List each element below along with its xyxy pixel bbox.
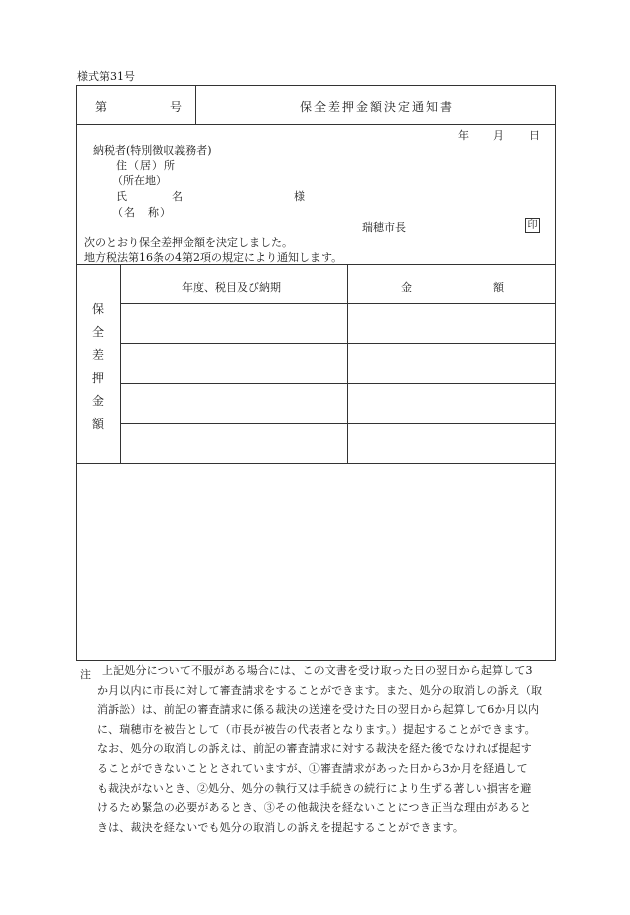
name-label-part2: 名 [172,190,183,203]
taxpayer-label: 納税者(特別徴収義務者) [93,144,212,157]
side-label-char: 押 [92,371,105,385]
blank-area [77,464,555,660]
form-number: 様式第31号 [77,70,135,83]
table-side-divider [120,264,121,464]
notice-mark: 注 [80,668,91,681]
document-number-suffix: 号 [170,100,183,114]
column-header-amount-part2: 額 [493,281,504,294]
name-label-part1: 氏 [116,190,127,203]
table-row-line [120,343,556,344]
statement-line-1: 次のとおり保全差押金額を決定しました。 [84,236,293,249]
notice-line: ることができないこととされていますが、①審査請求があった日から3か月を経過して [97,761,528,775]
date-day-label: 日 [529,129,540,142]
notice-line: けるため緊急の必要があるとき、③その他裁決を経ないことにつき正当な理由があると [97,801,532,815]
column-header-amount-part1: 金 [401,281,412,294]
notice-line: に、瑞穂市を被告として（市長が被告の代表者となります。）提起することができます。 [97,722,536,736]
notice-line: 消訴訟）は、前記の審査請求に係る裁決の送達を受けた日の翌日から起算して6か月以内 [97,703,539,717]
table-row-line [120,423,556,424]
statement-line-2: 地方税法第16条の4第2項の規定により通知します。 [84,251,343,264]
date-year-label: 年 [458,129,469,142]
side-label-char: 全 [92,325,105,339]
table-top-border [76,264,556,265]
column-header-period: 年度、税目及び納期 [182,281,281,294]
notice-line: 上記処分について不服がある場合には、この文書を受け取った日の翌日から起算して3 [102,664,533,677]
notice-body [97,661,552,837]
address-alt-label: （所在地） [112,174,167,187]
table-row-line [120,383,556,384]
side-label-char: 金 [92,394,105,408]
table-column-divider [347,264,348,464]
issuer-mayor: 瑞穂市長 [362,221,406,234]
header-divider [195,85,196,125]
notice-line: も裁決がないとき、②処分、処分の執行又は手続きの続行により生ずる著しい損害を避 [97,781,532,795]
notice-line: か月以内に市長に対して審査請求をすることができます。また、処分の取消しの訴え（取 [97,683,543,697]
name-alt-label: （名 称） [112,206,172,219]
notice-line: なお、処分の取消しの訴えは、前記の審査請求に対する裁決を経た後でなければ提起す [97,742,532,756]
address-label: 住（居）所 [116,159,176,172]
honorific: 様 [294,190,305,203]
seal-mark: 印 [525,218,540,233]
side-label-char: 保 [92,302,105,316]
table-row-line [120,303,556,304]
side-label-char: 差 [92,348,105,362]
document-number-prefix: 第 [95,100,108,114]
side-label-char: 額 [92,417,105,431]
notice-line: きは、裁決を経ないでも処分の取消しの訴えを提起することができます。 [97,820,465,834]
document-title: 保全差押金額決定通知書 [300,100,455,114]
date-month-label: 月 [493,129,504,142]
